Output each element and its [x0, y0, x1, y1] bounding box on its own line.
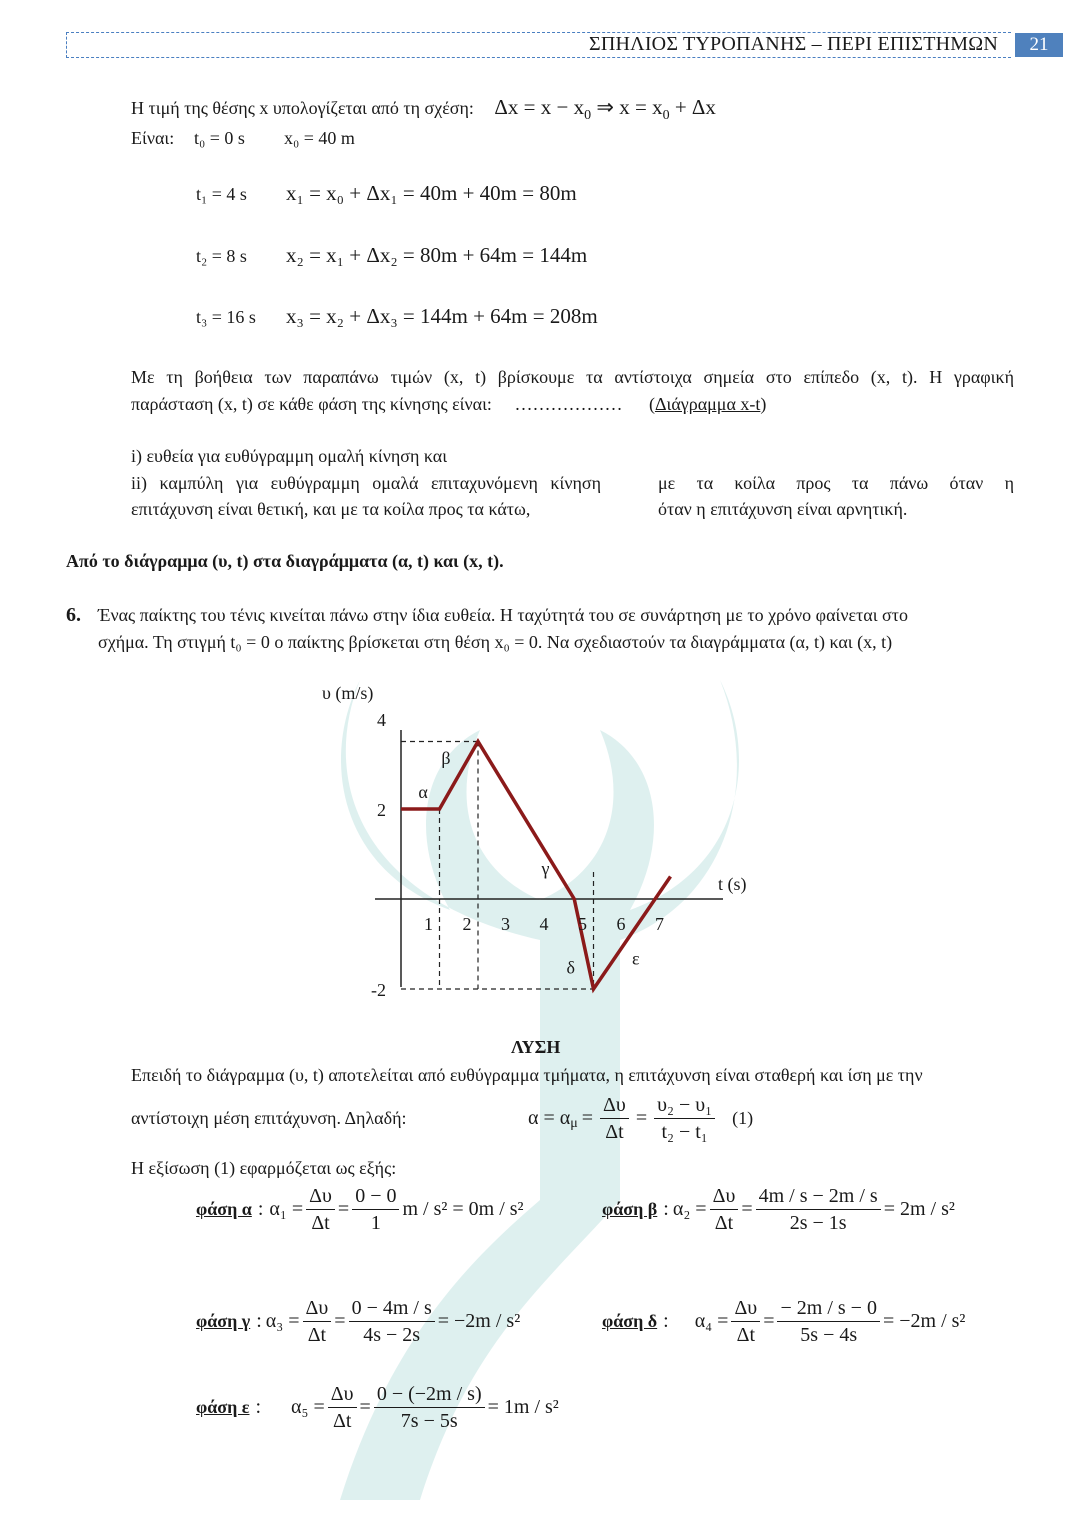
section-heading: Από το διάγραμμα (υ, t) στα διαγράμματα (α, t) και (x, t).: [66, 551, 504, 571]
velocity-series-line: [401, 742, 671, 990]
dots: ………………: [514, 394, 623, 414]
intro-text: Η τιμή της θέσης x υπολογίζεται από τη σχέση:: [131, 98, 474, 118]
list-item: ii) καμπύλη για ευθύγραμμη ομαλά επιταχυνόμενη κίνηση: [131, 473, 601, 493]
diagram-ref: (Διάγραμμα x-t): [648, 394, 767, 414]
phase-label: α: [418, 781, 428, 802]
applies-line: Η εξίσωση (1) εφαρμόζεται ως εξής:: [131, 1158, 397, 1178]
problem-number: 6.: [66, 604, 81, 626]
x-tick-label: 3: [501, 914, 510, 934]
velocity-time-chart: [300, 675, 780, 1015]
phase-label: ε: [632, 948, 640, 969]
problem-line: σχήμα. Τη στιγμή t₀ = 0 ο παίκτης βρίσκεται στη θέση x₀ = 0. Να σχεδιαστούν τα διαγράμματα (α, t) και (x, t): [98, 632, 893, 652]
phase-label: β: [441, 748, 451, 768]
x0-value: x₀ = 40 m: [284, 128, 355, 148]
row-t: t₂ = 8 s: [196, 246, 247, 266]
solution-line: αντίστοιχη μέση επιτάχυνση. Δηλαδή:: [131, 1108, 407, 1128]
para-line: Με τη βοήθεια των παραπάνω τιμών (x, t) βρίσκουμε τα αντίστοιχα σημεία στο επίπεδο (x, t). Η γραφική: [131, 367, 1014, 387]
intro-equation: $\Delta x = x - x_0$ ⇒ $x = x_0 + \Delta x$: [494, 95, 716, 123]
phase-label: δ: [566, 957, 576, 978]
x-tick-label: 7: [655, 914, 664, 934]
phase-equation: φάση β : α₂ = $\frac{\Delta\upsilon}{\Delta t}$ = $\frac{4m / s - 2m / s}{2s - 1s}$ = 2m / s²: [602, 1185, 955, 1234]
x-axis-label: t (s): [718, 874, 747, 894]
phase-equation: φάση δ : α₄ = $\frac{\Delta\upsilon}{\Delta t}$ = $\frac{- 2m / s - 0}{5s - 4s}$ = −2m / s²: [602, 1297, 966, 1346]
phase-equation: φάση γ : α₃ = $\frac{\Delta\upsilon}{\Delta t}$ = $\frac{0 - 4m / s}{4s - 2s}$ = −2m / s²: [196, 1297, 521, 1346]
problem-line: Ένας παίκτης του τένις κινείται πάνω στην ίδια ευθεία. Η ταχύτητά του σε συνάρτηση με το χρόνο φαίνεται στο: [98, 605, 908, 625]
x-tick-label: 1: [424, 914, 433, 934]
einai-label: Είναι:: [131, 128, 175, 148]
x-tick-label: 5: [578, 914, 587, 934]
phase-equation: φάση ε : α₅ = $\frac{\Delta\upsilon}{\Delta t}$ = $\frac{0 - (-2m / s)}{7s - 5s}$ = 1m / s²: [196, 1383, 559, 1432]
list-item: με τα κοίλα προς τα πάνω όταν η: [658, 473, 1014, 493]
para-line2: παράσταση (x, t) σε κάθε φάση της κίνησης είναι: ……………… (Διάγραμμα x-t): [131, 394, 767, 414]
y-tick-label: -2: [371, 980, 386, 1000]
header-title: ΣΠΗΛΙΟΣ ΤΥΡΟΠΑΝΗΣ – ΠΕΡΙ ΕΠΙΣΤΗΜΩΝ: [588, 33, 998, 55]
row-equation: x₁ = x₀ + Δx₁ = 40m + 40m = 80m: [286, 181, 577, 205]
phase-equation: φάση α : α₁ = $\frac{\Delta\upsilon}{\Delta t}$ = $\frac{0 - 0}{1}$ m / s² = 0m / s²: [196, 1185, 524, 1234]
phase-label: γ: [541, 858, 550, 879]
row-equation: x₂ = x₁ + Δx₂ = 80m + 64m = 144m: [286, 243, 588, 267]
y-tick-label: 2: [377, 800, 386, 820]
page-number: 21: [1015, 33, 1063, 57]
list-item: όταν η επιτάχυνση είναι αρνητική.: [658, 499, 908, 519]
solution-line: Επειδή το διάγραμμα (υ, t) αποτελείται από ευθύγραμμα τμήματα, η επιτάχυνση είναι σταθερή και ίση με την: [131, 1065, 923, 1085]
row-t: t₁ = 4 s: [196, 184, 247, 204]
solution-title: ΛΥΣΗ: [511, 1037, 561, 1057]
t0-value: t₀ = 0 s: [194, 128, 245, 148]
list-item: i) ευθεία για ευθύγραμμη ομαλή κίνηση και: [131, 446, 448, 466]
mean-accel-formula: α = α μ = $\frac{\Delta\upsilon}{\Delta t}$ = $\frac{\text{υ₂ − υ₁}}{\text{t₂ − t₁}}$ (1): [528, 1094, 754, 1143]
x-tick-label: 6: [616, 914, 626, 934]
row-equation: x₃ = x₂ + Δx₃ = 144m + 64m = 208m: [286, 304, 598, 328]
y-tick-label: 4: [377, 710, 386, 730]
list-item: επιτάχυνση είναι θετική, και με τα κοίλα προς τα κάτω,: [131, 499, 531, 519]
y-axis-label: υ (m/s): [322, 683, 374, 703]
intro-line: [131, 95, 716, 123]
x-tick-label: 4: [539, 914, 549, 934]
row-t: t₃ = 16 s: [196, 307, 256, 327]
x-tick-label: 2: [462, 914, 472, 934]
